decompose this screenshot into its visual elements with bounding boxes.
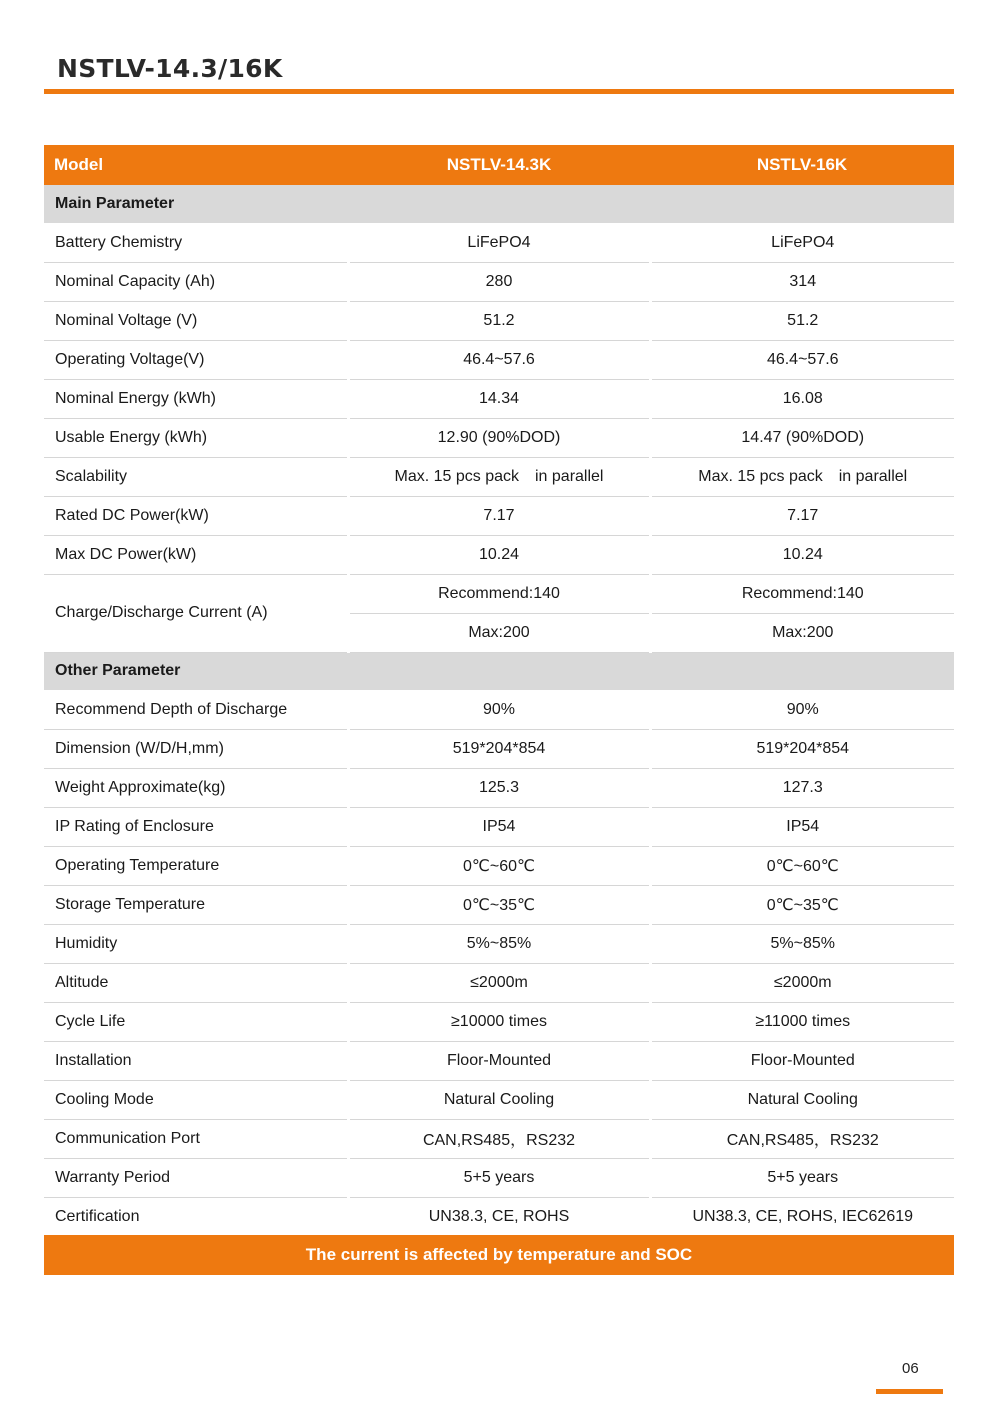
row-label: Storage Temperature	[44, 885, 348, 924]
table-row	[44, 496, 954, 535]
row-value-b: 0℃~35℃	[650, 885, 954, 924]
section-label: Other Parameter	[44, 652, 954, 690]
row-value-a: 10.24	[348, 535, 650, 574]
row-label: Usable Energy (kWh)	[44, 418, 348, 457]
row-label: Charge/Discharge Current (A)	[44, 574, 348, 652]
table-row	[44, 768, 954, 807]
row-value-b: 5%~85%	[650, 924, 954, 963]
row-value-a: Max:200	[348, 613, 650, 652]
row-value-a: CAN,RS485，RS232	[348, 1119, 650, 1158]
row-label: Weight Approximate(kg)	[44, 768, 348, 807]
row-label: Humidity	[44, 924, 348, 963]
row-value-b: 46.4~57.6	[650, 340, 954, 379]
table-header-row	[44, 145, 954, 185]
row-label: Nominal Energy (kWh)	[44, 379, 348, 418]
row-label: Recommend Depth of Discharge	[44, 690, 348, 729]
row-value-b: 519*204*854	[650, 729, 954, 768]
row-value-b: 51.2	[650, 301, 954, 340]
row-label: Scalability	[44, 457, 348, 496]
table-row	[44, 729, 954, 768]
row-value-b: 314	[650, 262, 954, 301]
row-label: Operating Voltage(V)	[44, 340, 348, 379]
row-label: Operating Temperature	[44, 846, 348, 885]
row-label: Cycle Life	[44, 1002, 348, 1041]
row-label: IP Rating of Enclosure	[44, 807, 348, 846]
section-label: Main Parameter	[44, 185, 954, 223]
row-label: Communication Port	[44, 1119, 348, 1158]
header-model: Model	[44, 145, 348, 185]
row-value-a: 125.3	[348, 768, 650, 807]
row-label: Warranty Period	[44, 1158, 348, 1197]
row-value-a: ≤2000m	[348, 963, 650, 1002]
row-value-b: Floor-Mounted	[650, 1041, 954, 1080]
row-label: Installation	[44, 1041, 348, 1080]
document-title: NSTLV-14.3/16K	[57, 54, 283, 83]
table-row	[44, 807, 954, 846]
row-value-a: 5+5 years	[348, 1158, 650, 1197]
table-row	[44, 301, 954, 340]
row-label: Rated DC Power(kW)	[44, 496, 348, 535]
table-row	[44, 574, 954, 613]
row-value-a: 519*204*854	[348, 729, 650, 768]
row-value-b: ≥11000 times	[650, 1002, 954, 1041]
row-label: Max DC Power(kW)	[44, 535, 348, 574]
footnote-bar: The current is affected by temperature and SOC	[44, 1235, 954, 1275]
row-label: Altitude	[44, 963, 348, 1002]
table-row	[44, 340, 954, 379]
row-value-a: Natural Cooling	[348, 1080, 650, 1119]
row-label: Battery Chemistry	[44, 223, 348, 262]
row-value-a: UN38.3, CE, ROHS	[348, 1197, 650, 1236]
row-value-b: 16.08	[650, 379, 954, 418]
row-label: Cooling Mode	[44, 1080, 348, 1119]
row-value-b: Recommend:140	[650, 574, 954, 613]
table-row	[44, 1002, 954, 1041]
row-label: Nominal Capacity (Ah)	[44, 262, 348, 301]
table-row	[44, 535, 954, 574]
row-value-a: 14.34	[348, 379, 650, 418]
row-label: Nominal Voltage (V)	[44, 301, 348, 340]
title-underline	[44, 89, 954, 94]
table-row	[44, 223, 954, 262]
row-value-b: Max:200	[650, 613, 954, 652]
row-value-a: 280	[348, 262, 650, 301]
row-value-a: 5%~85%	[348, 924, 650, 963]
row-value-b: ≤2000m	[650, 963, 954, 1002]
row-value-b: 10.24	[650, 535, 954, 574]
row-value-a: Recommend:140	[348, 574, 650, 613]
row-value-a: ≥10000 times	[348, 1002, 650, 1041]
row-value-b: LiFePO4	[650, 223, 954, 262]
row-value-a: 46.4~57.6	[348, 340, 650, 379]
row-value-b: UN38.3, CE, ROHS, IEC62619	[650, 1197, 954, 1236]
table-row	[44, 963, 954, 1002]
row-value-b: Natural Cooling	[650, 1080, 954, 1119]
row-value-b: 90%	[650, 690, 954, 729]
header-model-b: NSTLV-16K	[650, 145, 954, 185]
row-label: Certification	[44, 1197, 348, 1236]
row-value-b: 7.17	[650, 496, 954, 535]
table-row	[44, 885, 954, 924]
table-row	[44, 1158, 954, 1197]
row-value-a: 7.17	[348, 496, 650, 535]
row-value-a: Max. 15 pcs pack in parallel	[348, 457, 650, 496]
row-value-b: 14.47 (90%DOD)	[650, 418, 954, 457]
row-value-b: CAN,RS485，RS232	[650, 1119, 954, 1158]
table-row	[44, 418, 954, 457]
header-model-a: NSTLV-14.3K	[348, 145, 650, 185]
row-value-a: 0℃~35℃	[348, 885, 650, 924]
page-number-underline	[876, 1389, 943, 1394]
section-main-parameter	[44, 185, 954, 223]
table-row	[44, 457, 954, 496]
row-value-b: 0℃~60℃	[650, 846, 954, 885]
table-row	[44, 1197, 954, 1236]
row-value-a: LiFePO4	[348, 223, 650, 262]
row-label: Dimension (W/D/H,mm)	[44, 729, 348, 768]
table-row	[44, 1041, 954, 1080]
table-row	[44, 846, 954, 885]
row-value-a: 51.2	[348, 301, 650, 340]
row-value-b: IP54	[650, 807, 954, 846]
row-value-a: 12.90 (90%DOD)	[348, 418, 650, 457]
row-value-b: 127.3	[650, 768, 954, 807]
table-row	[44, 924, 954, 963]
table-row	[44, 1119, 954, 1158]
row-value-b: Max. 15 pcs pack in parallel	[650, 457, 954, 496]
row-value-a: IP54	[348, 807, 650, 846]
table-row	[44, 1080, 954, 1119]
table-row	[44, 690, 954, 729]
row-value-a: Floor-Mounted	[348, 1041, 650, 1080]
page-number: 06	[902, 1360, 919, 1377]
row-value-b: 5+5 years	[650, 1158, 954, 1197]
table-row	[44, 379, 954, 418]
row-value-a: 0℃~60℃	[348, 846, 650, 885]
table-row	[44, 262, 954, 301]
row-value-a: 90%	[348, 690, 650, 729]
spec-table	[44, 145, 954, 1237]
section-other-parameter	[44, 652, 954, 690]
